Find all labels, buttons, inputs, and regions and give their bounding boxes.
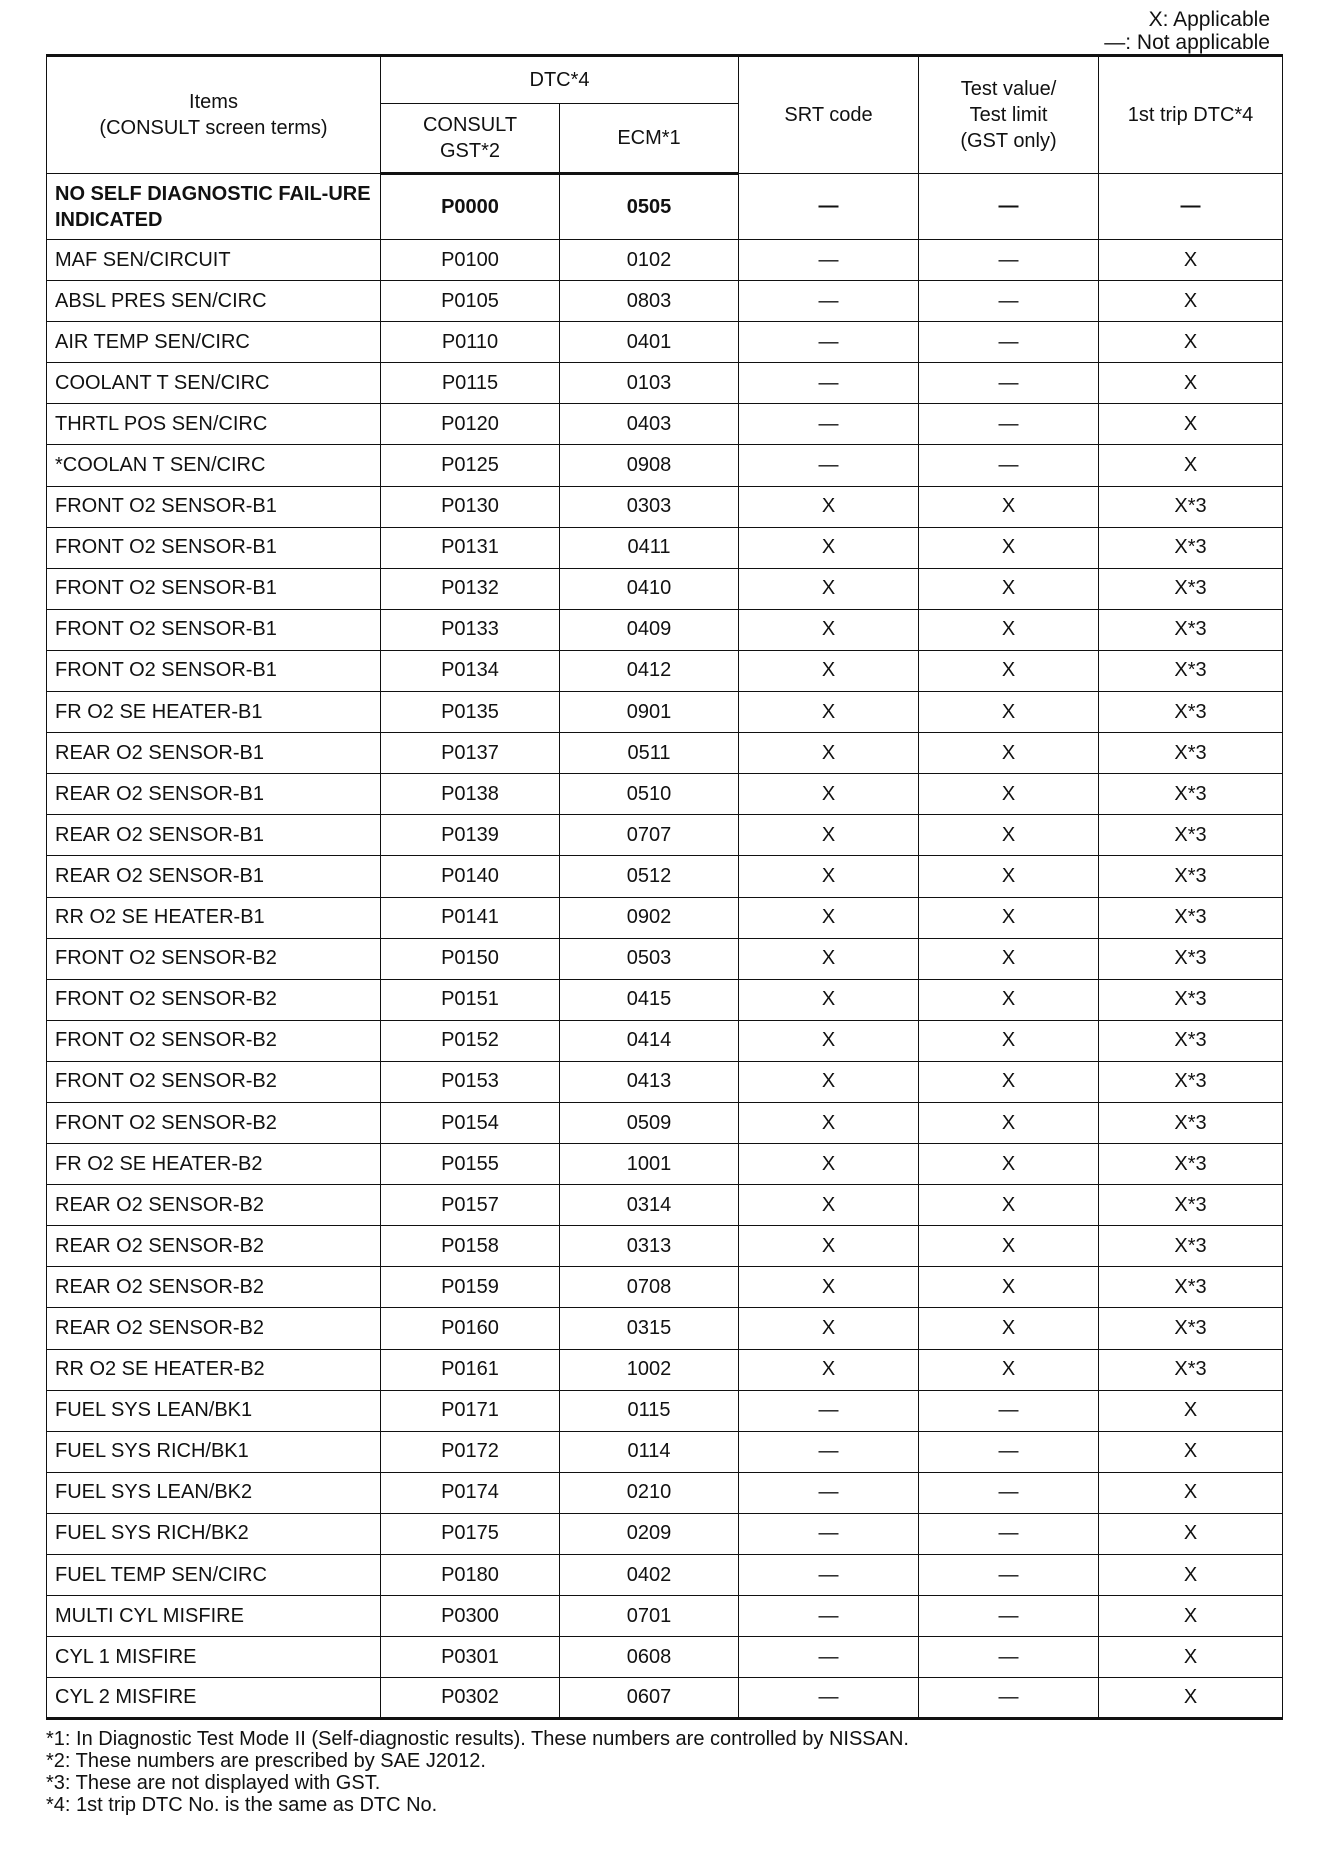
table-row	[47, 1144, 1283, 1185]
test-value-cell: —	[919, 1555, 1099, 1596]
first-trip-dtc-cell: X*3	[1099, 1185, 1283, 1226]
consult-code-cell: P0300	[381, 1596, 560, 1637]
ecm-code-cell: 0410	[560, 568, 739, 609]
item-cell: RR O2 SE HEATER-B2	[47, 1349, 381, 1390]
srt-code-cell: X	[739, 1102, 919, 1143]
table-row	[47, 1185, 1283, 1226]
test-value-cell: X	[919, 692, 1099, 733]
srt-code-cell: X	[739, 692, 919, 733]
item-cell: REAR O2 SENSOR-B1	[47, 733, 381, 774]
srt-code-cell: X	[739, 1144, 919, 1185]
first-trip-dtc-cell: X	[1099, 1513, 1283, 1554]
srt-code-cell: —	[739, 363, 919, 404]
consult-code-cell: P0134	[381, 650, 560, 691]
test-value-cell: X	[919, 815, 1099, 856]
consult-code-cell: P0000	[381, 174, 560, 240]
footnotes	[46, 1728, 909, 1816]
test-value-cell: X	[919, 1308, 1099, 1349]
item-cell: FRONT O2 SENSOR-B2	[47, 938, 381, 979]
table-row	[47, 568, 1283, 609]
test-value-cell: —	[919, 281, 1099, 322]
item-cell: CYL 1 MISFIRE	[47, 1637, 381, 1678]
table-row	[47, 1267, 1283, 1308]
ecm-code-cell: 0303	[560, 486, 739, 527]
consult-code-cell: P0171	[381, 1390, 560, 1431]
srt-code-cell: X	[739, 938, 919, 979]
srt-code-cell: X	[739, 1061, 919, 1102]
table-row	[47, 322, 1283, 363]
first-trip-dtc-cell: X*3	[1099, 938, 1283, 979]
consult-code-cell: P0132	[381, 568, 560, 609]
srt-code-cell: X	[739, 897, 919, 938]
item-cell: REAR O2 SENSOR-B1	[47, 856, 381, 897]
item-cell: MAF SEN/CIRCUIT	[47, 240, 381, 281]
ecm-code-cell: 0114	[560, 1431, 739, 1472]
table-body	[47, 174, 1283, 1719]
item-cell: FRONT O2 SENSOR-B2	[47, 979, 381, 1020]
table-row	[47, 445, 1283, 486]
test-value-cell: —	[919, 363, 1099, 404]
consult-code-cell: P0175	[381, 1513, 560, 1554]
table-row	[47, 363, 1283, 404]
table-row	[47, 1061, 1283, 1102]
test-value-cell: X	[919, 1185, 1099, 1226]
ecm-code-cell: 0414	[560, 1020, 739, 1061]
item-cell: ABSL PRES SEN/CIRC	[47, 281, 381, 322]
first-trip-dtc-cell: X	[1099, 240, 1283, 281]
test-value-cell: X	[919, 568, 1099, 609]
ecm-code-cell: 0401	[560, 322, 739, 363]
consult-code-cell: P0135	[381, 692, 560, 733]
dtc-table	[46, 54, 1283, 1720]
header-srt: SRT code	[739, 56, 919, 174]
header-test	[919, 56, 1099, 174]
header-items-line2: (CONSULT screen terms)	[99, 117, 328, 139]
ecm-code-cell: 0901	[560, 692, 739, 733]
first-trip-dtc-cell: X	[1099, 404, 1283, 445]
ecm-code-cell: 0412	[560, 650, 739, 691]
srt-code-cell: —	[739, 1472, 919, 1513]
item-cell: FUEL SYS RICH/BK1	[47, 1431, 381, 1472]
srt-code-cell: —	[739, 445, 919, 486]
table-row	[47, 897, 1283, 938]
first-trip-dtc-cell: X	[1099, 1472, 1283, 1513]
item-cell: FRONT O2 SENSOR-B1	[47, 650, 381, 691]
item-cell: FUEL SYS RICH/BK2	[47, 1513, 381, 1554]
test-value-cell: X	[919, 1061, 1099, 1102]
consult-code-cell: P0110	[381, 322, 560, 363]
ecm-code-cell: 0413	[560, 1061, 739, 1102]
ecm-code-cell: 0314	[560, 1185, 739, 1226]
consult-code-cell: P0140	[381, 856, 560, 897]
first-trip-dtc-cell: X	[1099, 1555, 1283, 1596]
first-trip-dtc-cell: X*3	[1099, 979, 1283, 1020]
first-trip-dtc-cell: X	[1099, 363, 1283, 404]
first-trip-dtc-cell: X	[1099, 322, 1283, 363]
first-trip-dtc-cell: X	[1099, 281, 1283, 322]
table-row	[47, 1637, 1283, 1678]
consult-code-cell: P0174	[381, 1472, 560, 1513]
srt-code-cell: —	[739, 1390, 919, 1431]
ecm-code-cell: 0510	[560, 774, 739, 815]
ecm-code-cell: 0509	[560, 1102, 739, 1143]
item-cell: RR O2 SE HEATER-B1	[47, 897, 381, 938]
item-cell: FRONT O2 SENSOR-B2	[47, 1061, 381, 1102]
srt-code-cell: —	[739, 322, 919, 363]
item-cell: FRONT O2 SENSOR-B1	[47, 527, 381, 568]
test-value-cell: X	[919, 1144, 1099, 1185]
srt-code-cell: —	[739, 174, 919, 240]
ecm-code-cell: 0415	[560, 979, 739, 1020]
table-row	[47, 692, 1283, 733]
table-row	[47, 174, 1283, 240]
consult-code-cell: P0115	[381, 363, 560, 404]
ecm-code-cell: 0503	[560, 938, 739, 979]
header-consult-line1: CONSULT	[422, 114, 518, 136]
test-value-cell: X	[919, 1020, 1099, 1061]
table-row	[47, 1308, 1283, 1349]
test-value-cell: X	[919, 979, 1099, 1020]
ecm-code-cell: 0115	[560, 1390, 739, 1431]
table-row	[47, 404, 1283, 445]
first-trip-dtc-cell: —	[1099, 174, 1283, 240]
srt-code-cell: X	[739, 815, 919, 856]
test-value-cell: —	[919, 1390, 1099, 1431]
table-row	[47, 1596, 1283, 1637]
test-value-cell: X	[919, 609, 1099, 650]
ecm-code-cell: 0608	[560, 1637, 739, 1678]
srt-code-cell: X	[739, 774, 919, 815]
srt-code-cell: —	[739, 1555, 919, 1596]
test-value-cell: —	[919, 1513, 1099, 1554]
srt-code-cell: —	[739, 1637, 919, 1678]
first-trip-dtc-cell: X*3	[1099, 856, 1283, 897]
ecm-code-cell: 0908	[560, 445, 739, 486]
item-cell: COOLANT T SEN/CIRC	[47, 363, 381, 404]
test-value-cell: X	[919, 1226, 1099, 1267]
item-cell: NO SELF DIAGNOSTIC FAIL-URE INDICATED	[47, 174, 381, 240]
table-row	[47, 1431, 1283, 1472]
item-cell: FRONT O2 SENSOR-B1	[47, 568, 381, 609]
consult-code-cell: P0137	[381, 733, 560, 774]
header-items-line1: Items	[189, 91, 238, 113]
first-trip-dtc-cell: X*3	[1099, 1267, 1283, 1308]
test-value-cell: —	[919, 1472, 1099, 1513]
table-row	[47, 815, 1283, 856]
test-value-cell: X	[919, 1349, 1099, 1390]
table-header	[47, 56, 1283, 174]
consult-code-cell: P0159	[381, 1267, 560, 1308]
footnote: *4: 1st trip DTC No. is the same as DTC No.	[46, 1794, 438, 1816]
table-row	[47, 1678, 1283, 1719]
table-row	[47, 1472, 1283, 1513]
legend-applicable: X: Applicable	[1148, 8, 1270, 31]
table-row	[47, 1226, 1283, 1267]
srt-code-cell: X	[739, 856, 919, 897]
table-row	[47, 527, 1283, 568]
legend-not-applicable: —: Not applicable	[1104, 31, 1270, 54]
item-cell: REAR O2 SENSOR-B2	[47, 1308, 381, 1349]
first-trip-dtc-cell: X*3	[1099, 609, 1283, 650]
table-row	[47, 1513, 1283, 1554]
srt-code-cell: X	[739, 733, 919, 774]
header-ecm: ECM*1	[560, 104, 739, 174]
first-trip-dtc-cell: X*3	[1099, 692, 1283, 733]
first-trip-dtc-cell: X*3	[1099, 774, 1283, 815]
first-trip-dtc-cell: X*3	[1099, 650, 1283, 691]
srt-code-cell: —	[739, 1678, 919, 1719]
first-trip-dtc-cell: X	[1099, 1678, 1283, 1719]
item-cell: FRONT O2 SENSOR-B2	[47, 1020, 381, 1061]
test-value-cell: X	[919, 774, 1099, 815]
consult-code-cell: P0138	[381, 774, 560, 815]
first-trip-dtc-cell: X*3	[1099, 733, 1283, 774]
table-row	[47, 733, 1283, 774]
srt-code-cell: —	[739, 1596, 919, 1637]
first-trip-dtc-cell: X*3	[1099, 1144, 1283, 1185]
ecm-code-cell: 0103	[560, 363, 739, 404]
test-value-cell: —	[919, 445, 1099, 486]
srt-code-cell: X	[739, 979, 919, 1020]
item-cell: THRTL POS SEN/CIRC	[47, 404, 381, 445]
item-cell: FUEL SYS LEAN/BK2	[47, 1472, 381, 1513]
table-row	[47, 240, 1283, 281]
test-value-cell: —	[919, 1431, 1099, 1472]
table-row	[47, 856, 1283, 897]
ecm-code-cell: 0409	[560, 609, 739, 650]
test-value-cell: —	[919, 1678, 1099, 1719]
consult-code-cell: P0151	[381, 979, 560, 1020]
test-value-cell: —	[919, 1637, 1099, 1678]
srt-code-cell: X	[739, 1185, 919, 1226]
srt-code-cell: —	[739, 1431, 919, 1472]
srt-code-cell: —	[739, 1513, 919, 1554]
consult-code-cell: P0133	[381, 609, 560, 650]
item-cell: FUEL TEMP SEN/CIRC	[47, 1555, 381, 1596]
srt-code-cell: X	[739, 568, 919, 609]
first-trip-dtc-cell: X*3	[1099, 1226, 1283, 1267]
item-cell: REAR O2 SENSOR-B2	[47, 1267, 381, 1308]
table-row	[47, 650, 1283, 691]
first-trip-dtc-cell: X	[1099, 445, 1283, 486]
first-trip-dtc-cell: X*3	[1099, 568, 1283, 609]
test-value-cell: X	[919, 1102, 1099, 1143]
table-row	[47, 486, 1283, 527]
table-row	[47, 281, 1283, 322]
consult-code-cell: P0130	[381, 486, 560, 527]
srt-code-cell: —	[739, 281, 919, 322]
item-cell: FR O2 SE HEATER-B2	[47, 1144, 381, 1185]
ecm-code-cell: 0607	[560, 1678, 739, 1719]
srt-code-cell: X	[739, 486, 919, 527]
header-test-line1: Test value/	[960, 78, 1057, 100]
ecm-code-cell: 0315	[560, 1308, 739, 1349]
srt-code-cell: X	[739, 1267, 919, 1308]
header-trip: 1st trip DTC*4	[1099, 56, 1283, 174]
item-cell: MULTI CYL MISFIRE	[47, 1596, 381, 1637]
consult-code-cell: P0180	[381, 1555, 560, 1596]
consult-code-cell: P0141	[381, 897, 560, 938]
table-row	[47, 1020, 1283, 1061]
first-trip-dtc-cell: X*3	[1099, 897, 1283, 938]
table-row	[47, 1390, 1283, 1431]
item-cell: FRONT O2 SENSOR-B1	[47, 486, 381, 527]
table-row	[47, 938, 1283, 979]
consult-code-cell: P0105	[381, 281, 560, 322]
test-value-cell: —	[919, 404, 1099, 445]
first-trip-dtc-cell: X*3	[1099, 486, 1283, 527]
ecm-code-cell: 0803	[560, 281, 739, 322]
consult-code-cell: P0158	[381, 1226, 560, 1267]
item-cell: FR O2 SE HEATER-B1	[47, 692, 381, 733]
legend	[1104, 8, 1270, 54]
footnote: *2: These numbers are prescribed by SAE J2012.	[46, 1750, 486, 1772]
ecm-code-cell: 1002	[560, 1349, 739, 1390]
item-cell: REAR O2 SENSOR-B2	[47, 1185, 381, 1226]
ecm-code-cell: 0102	[560, 240, 739, 281]
srt-code-cell: X	[739, 609, 919, 650]
test-value-cell: —	[919, 174, 1099, 240]
consult-code-cell: P0154	[381, 1102, 560, 1143]
table-row	[47, 609, 1283, 650]
table-row	[47, 1349, 1283, 1390]
header-test-line3: (GST only)	[960, 130, 1057, 152]
item-cell: CYL 2 MISFIRE	[47, 1678, 381, 1719]
test-value-cell: X	[919, 527, 1099, 568]
item-cell: FUEL SYS LEAN/BK1	[47, 1390, 381, 1431]
consult-code-cell: P0152	[381, 1020, 560, 1061]
ecm-code-cell: 0708	[560, 1267, 739, 1308]
first-trip-dtc-cell: X*3	[1099, 1349, 1283, 1390]
header-consult-line2: GST*2	[439, 140, 501, 162]
item-cell: REAR O2 SENSOR-B1	[47, 815, 381, 856]
footnote: *3: These are not displayed with GST.	[46, 1772, 381, 1794]
item-cell: AIR TEMP SEN/CIRC	[47, 322, 381, 363]
table-row	[47, 979, 1283, 1020]
consult-code-cell: P0153	[381, 1061, 560, 1102]
first-trip-dtc-cell: X*3	[1099, 1061, 1283, 1102]
consult-code-cell: P0100	[381, 240, 560, 281]
consult-code-cell: P0131	[381, 527, 560, 568]
srt-code-cell: X	[739, 650, 919, 691]
first-trip-dtc-cell: X	[1099, 1390, 1283, 1431]
consult-code-cell: P0172	[381, 1431, 560, 1472]
test-value-cell: X	[919, 486, 1099, 527]
header-items	[47, 56, 381, 174]
consult-code-cell: P0302	[381, 1678, 560, 1719]
item-cell: *COOLAN T SEN/CIRC	[47, 445, 381, 486]
ecm-code-cell: 0707	[560, 815, 739, 856]
table-row	[47, 1102, 1283, 1143]
consult-code-cell: P0155	[381, 1144, 560, 1185]
test-value-cell: X	[919, 733, 1099, 774]
header-consult	[381, 104, 560, 174]
srt-code-cell: X	[739, 1349, 919, 1390]
test-value-cell: X	[919, 650, 1099, 691]
first-trip-dtc-cell: X	[1099, 1431, 1283, 1472]
test-value-cell: X	[919, 897, 1099, 938]
ecm-code-cell: 0403	[560, 404, 739, 445]
ecm-code-cell: 0402	[560, 1555, 739, 1596]
first-trip-dtc-cell: X*3	[1099, 1308, 1283, 1349]
ecm-code-cell: 0209	[560, 1513, 739, 1554]
first-trip-dtc-cell: X*3	[1099, 527, 1283, 568]
item-cell: FRONT O2 SENSOR-B2	[47, 1102, 381, 1143]
consult-code-cell: P0150	[381, 938, 560, 979]
consult-code-cell: P0120	[381, 404, 560, 445]
consult-code-cell: P0301	[381, 1637, 560, 1678]
first-trip-dtc-cell: X*3	[1099, 1020, 1283, 1061]
ecm-code-cell: 1001	[560, 1144, 739, 1185]
srt-code-cell: —	[739, 404, 919, 445]
consult-code-cell: P0125	[381, 445, 560, 486]
header-test-line2: Test limit	[969, 104, 1048, 126]
consult-code-cell: P0157	[381, 1185, 560, 1226]
test-value-cell: X	[919, 856, 1099, 897]
srt-code-cell: X	[739, 1308, 919, 1349]
ecm-code-cell: 0313	[560, 1226, 739, 1267]
srt-code-cell: X	[739, 527, 919, 568]
consult-code-cell: P0139	[381, 815, 560, 856]
header-dtc-group: DTC*4	[381, 56, 739, 104]
consult-code-cell: P0160	[381, 1308, 560, 1349]
test-value-cell: X	[919, 1267, 1099, 1308]
test-value-cell: —	[919, 322, 1099, 363]
item-cell: REAR O2 SENSOR-B2	[47, 1226, 381, 1267]
ecm-code-cell: 0505	[560, 174, 739, 240]
srt-code-cell: —	[739, 240, 919, 281]
test-value-cell: —	[919, 240, 1099, 281]
ecm-code-cell: 0210	[560, 1472, 739, 1513]
footnote: *1: In Diagnostic Test Mode II (Self-diagnostic results). These numbers are controlled by NISSAN.	[46, 1728, 909, 1750]
ecm-code-cell: 0411	[560, 527, 739, 568]
srt-code-cell: X	[739, 1020, 919, 1061]
ecm-code-cell: 0902	[560, 897, 739, 938]
first-trip-dtc-cell: X	[1099, 1637, 1283, 1678]
ecm-code-cell: 0701	[560, 1596, 739, 1637]
table-row	[47, 1555, 1283, 1596]
ecm-code-cell: 0512	[560, 856, 739, 897]
consult-code-cell: P0161	[381, 1349, 560, 1390]
test-value-cell: —	[919, 1596, 1099, 1637]
first-trip-dtc-cell: X*3	[1099, 815, 1283, 856]
first-trip-dtc-cell: X*3	[1099, 1102, 1283, 1143]
item-cell: REAR O2 SENSOR-B1	[47, 774, 381, 815]
item-cell: FRONT O2 SENSOR-B1	[47, 609, 381, 650]
first-trip-dtc-cell: X	[1099, 1596, 1283, 1637]
test-value-cell: X	[919, 938, 1099, 979]
ecm-code-cell: 0511	[560, 733, 739, 774]
srt-code-cell: X	[739, 1226, 919, 1267]
table-row	[47, 774, 1283, 815]
